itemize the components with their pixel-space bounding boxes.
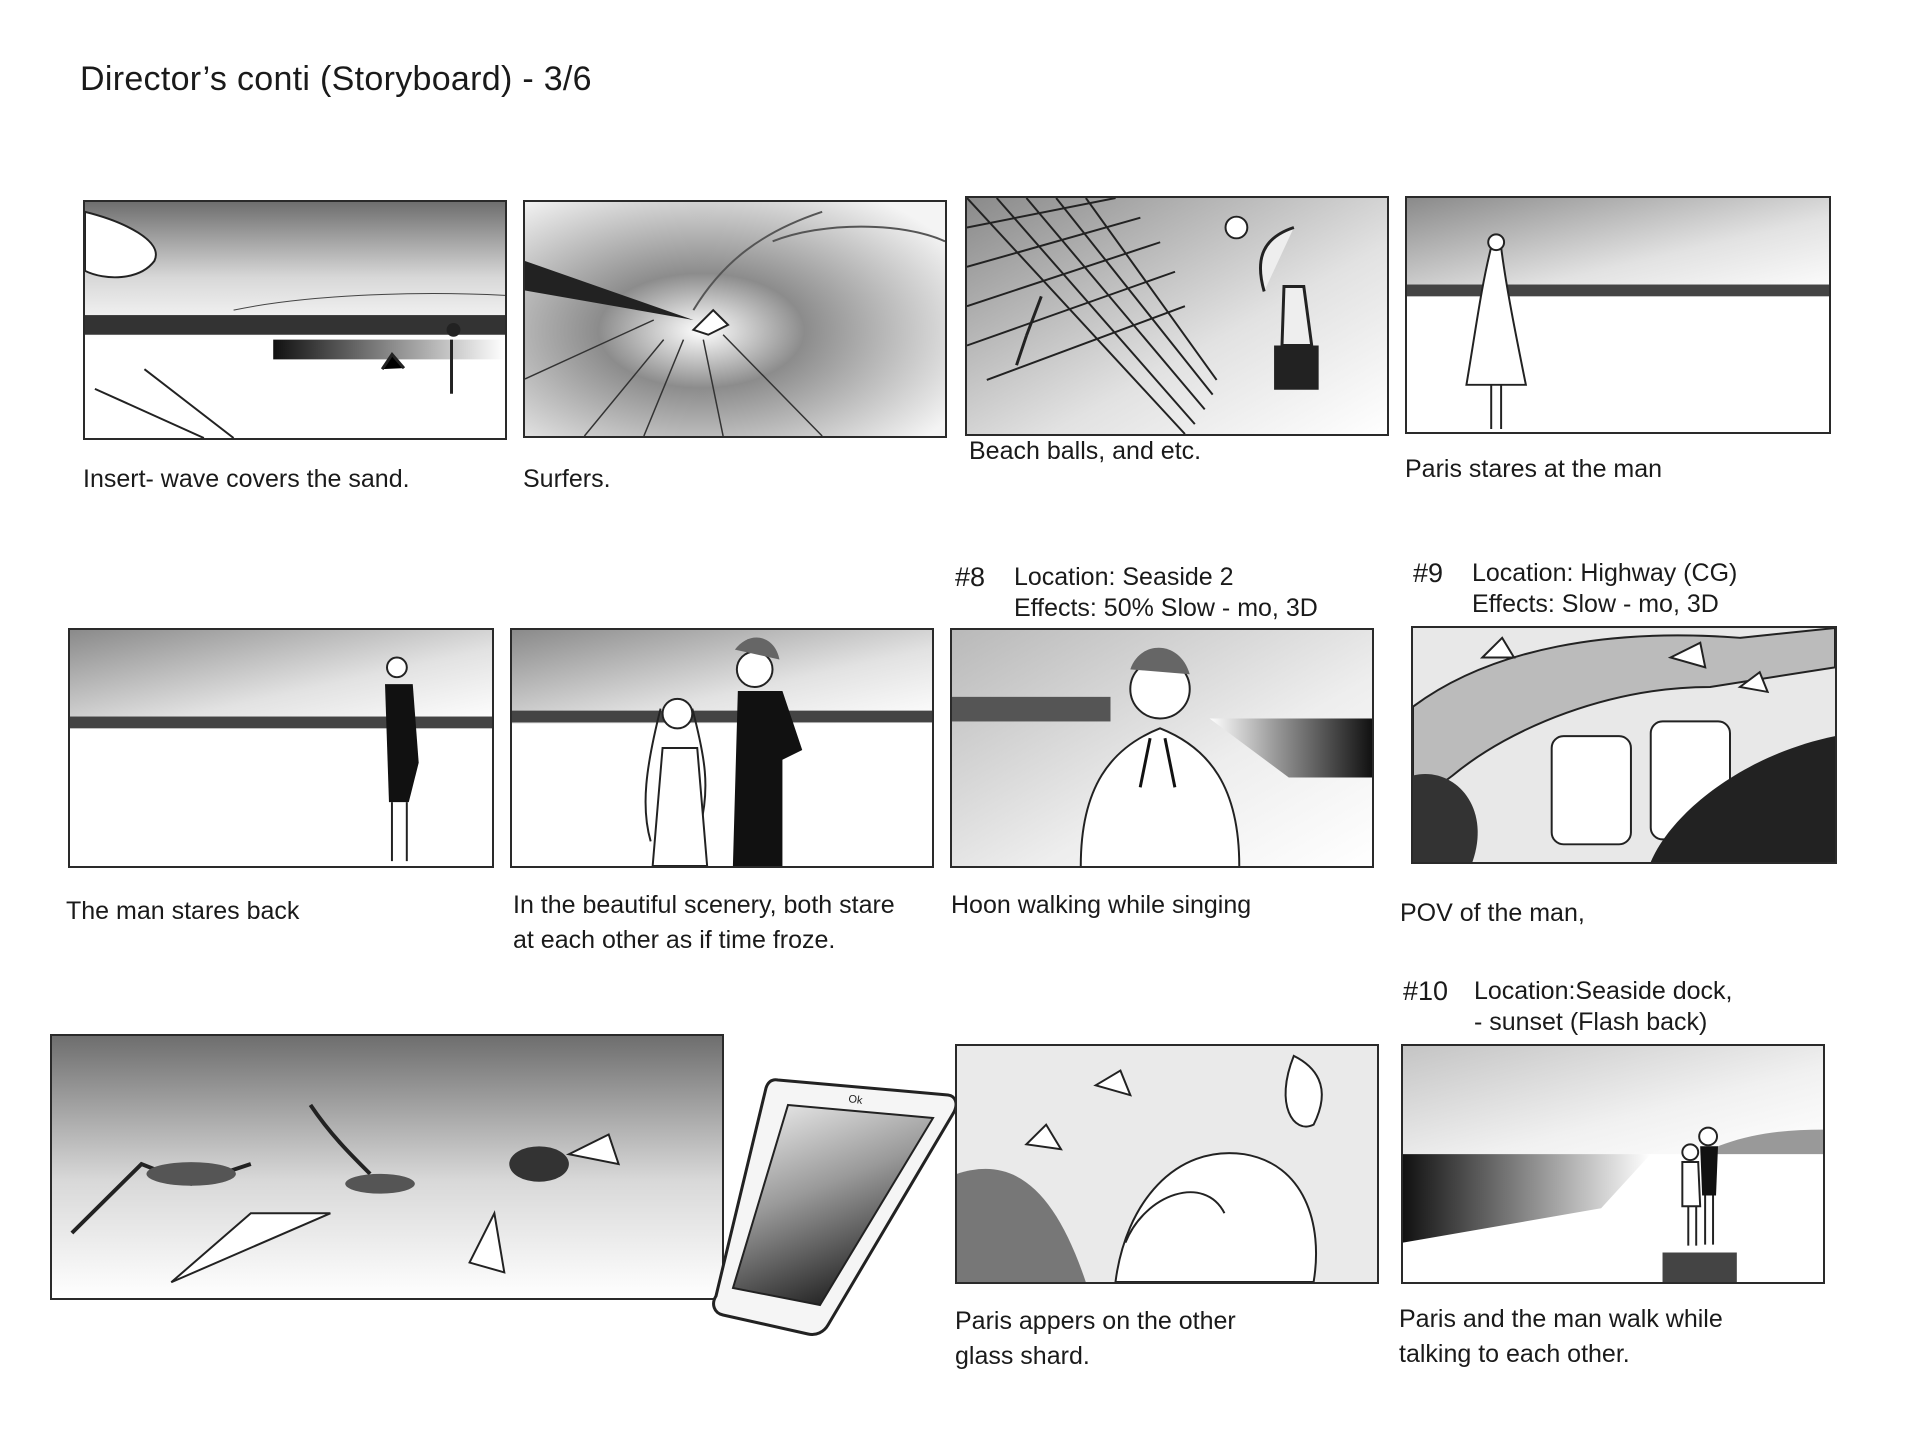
panel-11-caption: [1399, 1302, 1723, 1372]
panel-3-sketch: [967, 198, 1387, 434]
panel-10-caption-line-1: Paris appers on the other: [955, 1307, 1236, 1335]
panel-7-sketch: [952, 630, 1372, 866]
shot-8-header: [955, 562, 1318, 624]
panel-11-caption-line-1: Paris and the man walk while: [1399, 1305, 1723, 1333]
shot-10-location: Location:Seaside dock,: [1473, 977, 1733, 1005]
shot-9-header: [1413, 558, 1737, 620]
storyboard-panel-4: [1405, 196, 1831, 434]
shot-9-effects: Effects: Slow - mo, 3D: [1471, 590, 1719, 618]
storyboard-panel-7: [950, 628, 1374, 868]
panel-2-sketch: [525, 202, 945, 436]
panel-2-caption: Surfers.: [523, 465, 611, 493]
panel-11-sketch: [1403, 1046, 1823, 1282]
shot-8-effects: Effects: 50% Slow - mo, 3D: [1013, 594, 1318, 622]
panel-1-caption: Insert- wave covers the sand.: [83, 465, 410, 493]
storyboard-panel-6: [510, 628, 934, 868]
panel-11-caption-line-2: talking to each other.: [1399, 1340, 1630, 1368]
panel-5-sketch: [70, 630, 492, 866]
panel-10-sketch: [957, 1046, 1377, 1282]
storyboard-panel-3: [965, 196, 1389, 436]
panel-10-caption: [955, 1304, 1236, 1374]
panel-10-caption-line-2: glass shard.: [955, 1342, 1090, 1370]
storyboard-panel-11: [1401, 1044, 1825, 1284]
shot-8-number: #8: [955, 562, 986, 592]
shot-9-number: #9: [1413, 558, 1444, 588]
shot-9-location: Location: Highway (CG): [1471, 559, 1738, 587]
shot-8-location: Location: Seaside 2: [1013, 563, 1234, 591]
panel-6-caption-line-1: In the beautiful scenery, both stare: [513, 891, 895, 919]
panel-1-sketch: [85, 202, 505, 438]
storyboard-panel-10: [955, 1044, 1379, 1284]
panel-5-caption: The man stares back: [66, 897, 300, 925]
shot-10-header: [1403, 976, 1732, 1038]
panel-8-caption: POV of the man,: [1400, 899, 1585, 927]
shot-10-effects: - sunset (Flash back): [1473, 1008, 1708, 1036]
panel-3-caption: Beach balls, and etc.: [969, 437, 1202, 465]
panel-4-sketch: [1407, 198, 1829, 432]
panel-9-sketch: [52, 1036, 722, 1298]
storyboard-panel-2: [523, 200, 947, 438]
panel-8-sketch: [1413, 628, 1835, 862]
panel-7-caption: Hoon walking while singing: [951, 891, 1252, 919]
smartphone-illustration: [708, 1070, 958, 1340]
storyboard-panel-5: [68, 628, 494, 868]
smartphone-sketch: [708, 1070, 958, 1340]
storyboard-panel-1: [83, 200, 507, 440]
panel-6-sketch: [512, 630, 932, 866]
phone-brand-label: Ok: [847, 1093, 864, 1107]
panel-4-caption: Paris stares at the man: [1405, 455, 1663, 483]
storyboard-panel-8: [1411, 626, 1837, 864]
panel-6-caption: [513, 888, 895, 958]
shot-10-number: #10: [1403, 976, 1449, 1006]
storyboard-panel-9: [50, 1034, 724, 1300]
page-title: Director’s conti (Storyboard) - 3/6: [80, 60, 592, 98]
panel-6-caption-line-2: at each other as if time froze.: [513, 926, 836, 954]
